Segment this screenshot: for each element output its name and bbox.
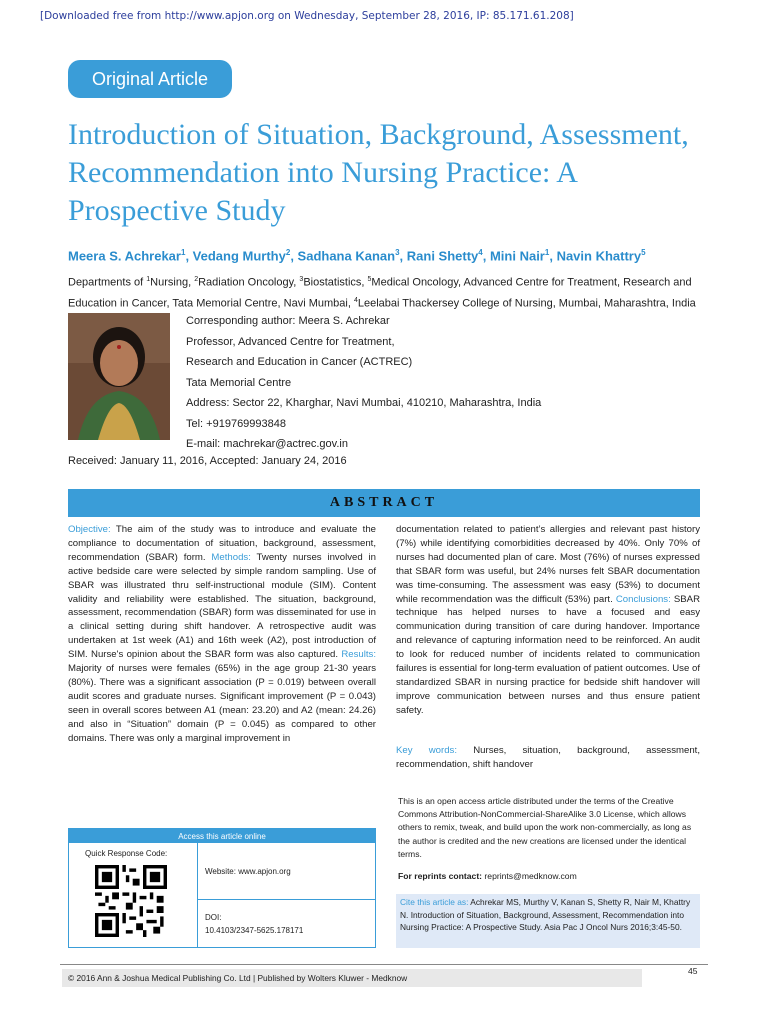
reprints-contact: For reprints contact: reprints@medknow.com (398, 871, 577, 881)
footer-copyright: © 2016 Ann & Joshua Medical Publishing Co. Ltd | Published by Wolters Kluwer - Medknow (62, 969, 642, 987)
website-link[interactable]: Website: www.apjon.org (205, 867, 291, 876)
open-access-notice: This is an open access article distributed under the terms of the Creative Commons Attribution-NonCommercial-ShareAlike 3.0 License, which allows others to remix, tweak, and build upon the work non-commercially, as long as the author is credited and the new creations are licensed under the identical terms. (398, 796, 692, 859)
corr-centre: Tata Memorial Centre (186, 376, 292, 389)
corr-email[interactable]: E-mail: machrekar@actrec.gov.in (186, 438, 348, 450)
abstract-left-column: Objective: The aim of the study was to introduce and evaluate the compliance to documentation of situation, background, assessment, recommendation (SBAR) form. Methods: Twenty nurses involved in active bedside care were selected by simple random sampling. Use of SBAR was illustrated thru self-instructional module (SIM). Content validity and reliability were established. The situation, background, assessment, recommendation (SBAR) form was disseminated for use in a clinical setting during shift handover. A retrospective audit was undertaken at 1st week (A1) and 16th week (A2), post introduction of SIM. Nurse's opinion about the SBAR form was also captured. Results: Majority of nurses were females (65%) in the age group 21-30 years (80%). There was a significant association (P = 0.019) between overall audit scores and graduate nurses. Significant improvement (P = 0.043) seen in overall scores between A1 (mean: 23.20) and A2 (mean: 24.26) and also in “Situation” domain (P = 0.045) as compared to other domains. There was only a marginal improvement in (68, 524, 376, 744)
author[interactable]: Mini Nair (489, 248, 545, 264)
corr-address: Address: Sector 22, Kharghar, Navi Mumbai, 410210, Maharashtra, India (186, 397, 542, 409)
corr-tel: Tel: +919769993848 (186, 417, 287, 430)
access-box (68, 828, 376, 948)
keywords: Key words: Nurses, situation, background, assessment, recommendation, shift handover (396, 745, 700, 770)
citation-box: Cite this article as: Achrekar MS, Murthy V, Kanan S, Shetty R, Nair M, Khattry N. Introduction of Situation, Background, Assessment, Recommendation into Nursing Practice: A Prospective Study. Asia Pac J Oncol Nurs 2016;3:45-50. (396, 894, 700, 948)
qr-code-icon[interactable] (95, 865, 167, 937)
author[interactable]: Meera S. Achrekar (68, 248, 181, 264)
doi[interactable]: DOI: 10.4103/2347-5625.178171 (205, 913, 304, 935)
affiliations: Departments of $^1$Nursing, $^2$Radiation Oncology, $^3$Biostatistics, $^5$Medical Oncology, Advanced Centre for Treatment, Research and Education in Cancer, Tata Memorial Centre, Navi Mumbai, $^4$Leelabai Thackersey College of Nursing, Mumbai, Maharashtra, India (68, 276, 696, 310)
author[interactable]: Sadhana Kanan (297, 248, 396, 264)
received-dates: Received: January 11, 2016, Accepted: January 24, 2016 (68, 455, 347, 467)
download-notice: [Downloaded free from http://www.apjon.org on Wednesday, September 28, 2016, IP: 85.171.61.208] (40, 10, 574, 22)
corresponding-author (186, 311, 626, 455)
abstract-heading: ABSTRACT (68, 489, 700, 517)
article-title: Introduction of Situation, Background, Assessment, Recommendation into Nursing Practice: A Prospective Study (68, 118, 689, 227)
corr-position: Professor, Advanced Centre for Treatment, (186, 335, 395, 348)
page-number: 45 (688, 966, 698, 976)
author[interactable]: Rani Shetty (406, 248, 479, 264)
corr-institution: Research and Education in Cancer (ACTREC) (186, 356, 413, 368)
corr-name: Corresponding author: Meera S. Achrekar (186, 315, 390, 327)
article-type-badge: Original Article (68, 60, 232, 98)
author[interactable]: Navin Khattry (556, 248, 642, 264)
author-list: Meera S. Achrekar$^1$, Vedang Murthy$^2$, Sadhana Kanan$^3$, Rani Shetty$^4$, Mini Nair$^1$, Navin Khattry$^5$ (68, 248, 646, 264)
access-header: Access this article online (69, 829, 375, 843)
reprints-email[interactable]: reprints@medknow.com (482, 871, 577, 881)
author[interactable]: Vedang Murthy (192, 248, 286, 264)
qr-label: Quick Response Code: (85, 849, 168, 858)
author-photo (68, 313, 170, 440)
footer-divider (60, 964, 708, 965)
abstract-right-column: documentation related to patient’s allergies and relevant past history (7%) while identifying comorbidities decreased by 40%. Only 70% of nurses had documented plan of care. Most (76%) of nurses expressed that SBAR form was useful, but 24% nurses felt SBAR documentation was time-consuming. The assessment was easy (53%) to document while recommendation was the difficult (53%) part. Conclusions: SBAR technique has helped nurses to have a focused and easy communication during transition of care during handover. Importance and relevance of capturing information need to be reinforced. An audit to look for reduced number of incidents related to communication failures is essential for long-term evaluation of patient outcomes. Use of standardized SBAR in nursing practice for bedside shift handover will improve communication between nurses and thus ensure patient safety. (396, 524, 700, 716)
